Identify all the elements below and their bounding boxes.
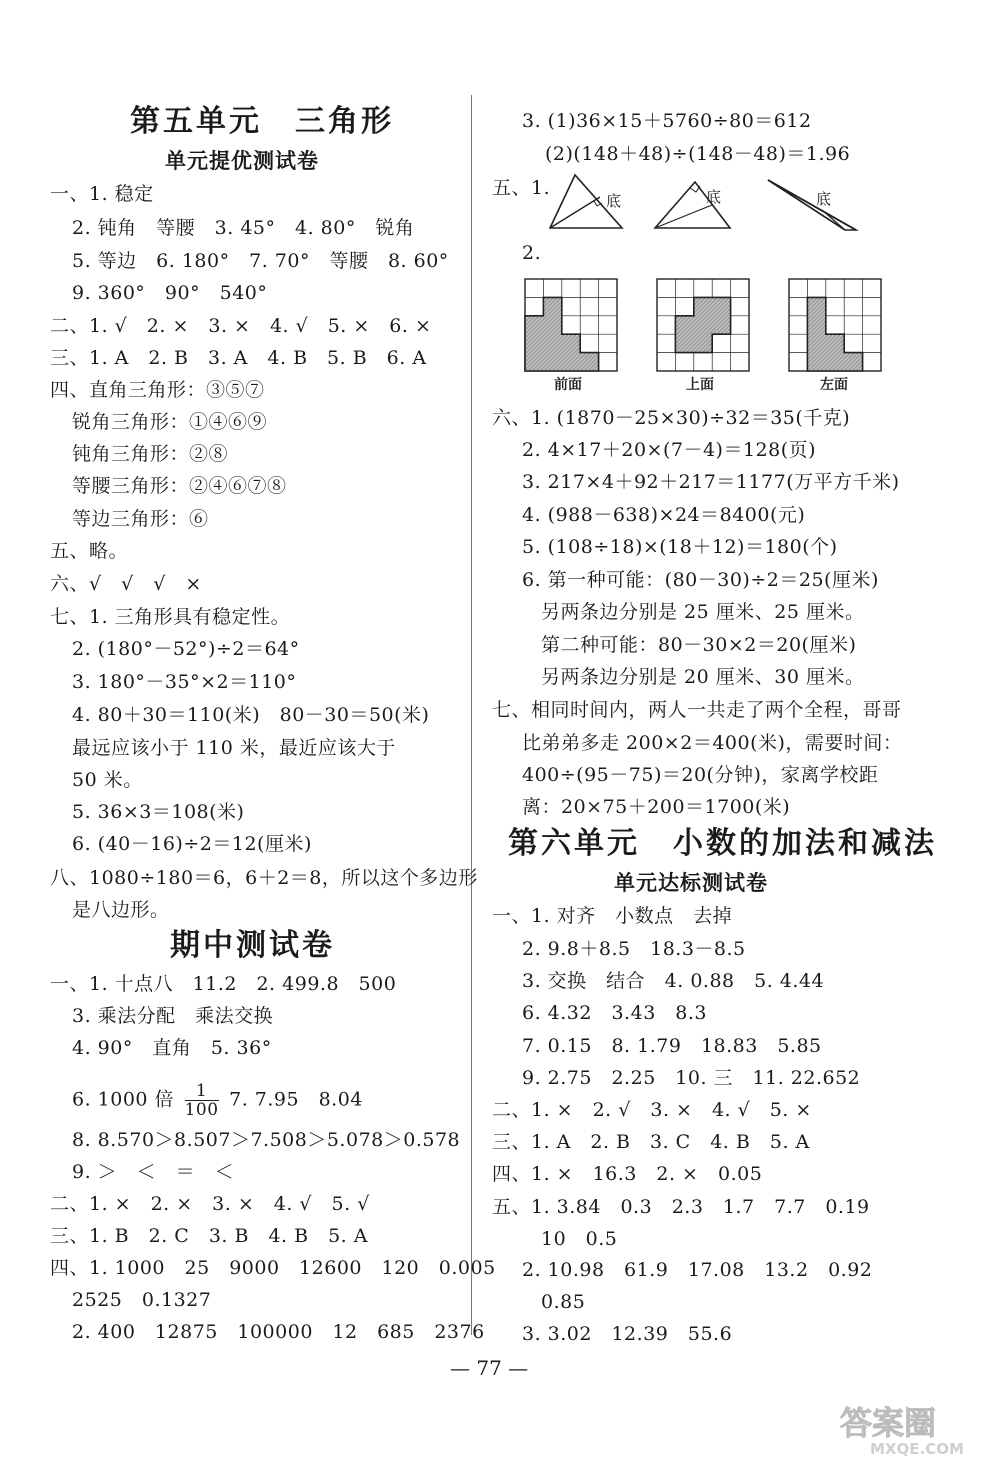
- answer-line: 4. (988－638)×24＝8400(元): [522, 504, 806, 526]
- answer-line: 是八边形。: [72, 899, 170, 921]
- answer-line: 7. 0.15 8. 1.79 18.83 5.85: [522, 1035, 822, 1057]
- answer-line: 400÷(95－75)＝20(分钟)，家离学校距: [522, 764, 879, 786]
- column-divider: [471, 95, 472, 1335]
- answer-line: 第二种可能：80－30×2＝20(厘米): [541, 634, 857, 656]
- answer-line-with-fraction: [72, 1082, 363, 1119]
- triangle-right: [655, 182, 730, 228]
- answer-line: 四、1. 1000 25 9000 12600 120 0.005: [50, 1257, 496, 1279]
- left-view-grid: [789, 279, 881, 393]
- top-view-grid: [657, 279, 749, 393]
- answer-line: 七、1. 三角形具有稳定性。: [50, 606, 291, 628]
- answer-line: 比弟弟多走 200×2＝400(米)，需要时间：: [522, 732, 903, 754]
- watermark-brand: 答案圈: [840, 1404, 937, 1442]
- answer-line: 2. 400 12875 100000 12 685 2376: [72, 1321, 485, 1343]
- answer-line: 3. 交换 结合 4. 0.88 5. 4.44: [522, 970, 825, 992]
- fraction-numerator: 1: [185, 1082, 219, 1101]
- answer-line: 4. 90° 直角 5. 36°: [72, 1037, 272, 1059]
- answer-line: 三、1. A 2. B 3. C 4. B 5. A: [492, 1131, 810, 1153]
- three-views-figure: [520, 275, 890, 395]
- answer-line: 8. 8.570＞8.507＞7.508＞5.078＞0.578: [72, 1129, 461, 1151]
- answer-line: 一、1. 十点八 11.2 2. 499.8 500: [50, 973, 397, 995]
- answer-text: 6. 1000 倍: [72, 1088, 175, 1111]
- answer-line: 50 米。: [72, 769, 143, 791]
- answer-line: 五、1. 3.84 0.3 2.3 1.7 7.7 0.19: [492, 1196, 870, 1218]
- answer-line: 八、1080÷180＝6，6＋2＝8，所以这个多边形: [50, 867, 478, 889]
- answer-text: 7. 7.95 8.04: [229, 1088, 363, 1111]
- page-number: — 77 —: [450, 1356, 529, 1380]
- answer-line: 等边三角形：⑥: [72, 508, 209, 530]
- answer-line: 五、略。: [50, 540, 129, 562]
- answer-line: 三、1. B 2. C 3. B 4. B 5. A: [50, 1225, 368, 1247]
- view-label-left: 左面: [820, 377, 848, 393]
- answer-line: 3. 乘法分配 乘法交换: [72, 1005, 274, 1027]
- triangle-acute: [550, 175, 622, 228]
- answer-line: 四、直角三角形：③⑤⑦: [50, 379, 265, 401]
- answer-line: 3. (1)36×15＋5760÷80＝612: [522, 110, 812, 132]
- answer-line: 9. ＞ ＜ ＝ ＜: [72, 1161, 235, 1183]
- answer-line: 6. (40－16)÷2＝12(厘米): [72, 833, 312, 855]
- watermark-logo: [836, 1400, 996, 1458]
- answer-line: 2. 9.8＋8.5 18.3－8.5: [522, 938, 746, 960]
- answer-line: 4. 80＋30＝110(米) 80－30＝50(米): [72, 704, 430, 726]
- answer-line: 2525 0.1327: [72, 1289, 212, 1311]
- answer-line: 2. 4×17＋20×(7－4)＝128(页): [522, 439, 817, 461]
- unit5-subtitle: 单元提优测试卷: [165, 149, 319, 173]
- answer-line: 钝角三角形：②⑧: [72, 443, 229, 465]
- unit5-title: 第五单元 三角形: [130, 104, 394, 139]
- answer-line: 2. (180°－52°)÷2＝64°: [72, 638, 300, 660]
- answer-line: 二、1. × 2. × 3. × 4. √ 5. √: [50, 1193, 370, 1215]
- fraction: [185, 1082, 219, 1119]
- answer-line: 最远应该小于 110 米，最近应该大于: [72, 737, 396, 759]
- answer-line: 5. 等边 6. 180° 7. 70° 等腰 8. 60°: [72, 250, 449, 272]
- answer-line: 一、1. 对齐 小数点 去掉: [492, 905, 733, 927]
- view-label-front: 前面: [554, 377, 582, 393]
- answer-line: 3. 3.02 12.39 55.6: [522, 1323, 733, 1345]
- answer-line: 另两条边分别是 25 厘米、25 厘米。: [541, 601, 865, 623]
- answer-line: 七、相同时间内，两人一共走了两个全程，哥哥: [492, 699, 902, 721]
- answer-line: 2. 钝角 等腰 3. 45° 4. 80° 锐角: [72, 217, 415, 239]
- answer-line: 0.85: [541, 1291, 586, 1313]
- answer-line: 六、1. (1870－25×30)÷32＝35(千克): [492, 407, 851, 429]
- answer-line: 10 0.5: [541, 1228, 618, 1250]
- answer-line: 6. 第一种可能：(80－30)÷2＝25(厘米): [522, 569, 879, 591]
- triangle-obtuse: [768, 180, 856, 230]
- answer-line: 二、1. × 2. √ 3. × 4. √ 5. ×: [492, 1099, 812, 1121]
- answer-line: 五、1.: [492, 177, 551, 199]
- answer-line: 六、√ √ √ ×: [50, 573, 202, 595]
- answer-line: 锐角三角形：①④⑥⑨: [72, 411, 268, 433]
- answer-line: 等腰三角形：②④⑥⑦⑧: [72, 475, 287, 497]
- front-view-grid: [525, 279, 617, 393]
- answer-line: 9. 360° 90° 540°: [72, 282, 268, 304]
- answer-line: 3. 217×4＋92＋217＝1177(万平方千米): [522, 471, 900, 493]
- answer-line: 5. (108÷18)×(18＋12)＝180(个): [522, 536, 838, 558]
- answer-line: 四、1. × 16.3 2. × 0.05: [492, 1163, 763, 1185]
- view-label-top: 上面: [686, 377, 714, 393]
- answer-line: 6. 4.32 3.43 8.3: [522, 1002, 707, 1024]
- answer-line: 2. 10.98 61.9 17.08 13.2 0.92: [522, 1259, 873, 1281]
- watermark-site: MXQE.COM: [870, 1440, 964, 1458]
- answer-line: (2)(148＋48)÷(148－48)＝1.96: [545, 143, 851, 165]
- answer-line: 一、1. 稳定: [50, 183, 154, 205]
- base-label: 底: [706, 188, 722, 206]
- answer-line: 9. 2.75 2.25 10. 三 11. 22.652: [522, 1067, 861, 1089]
- fraction-denominator: 100: [184, 1100, 219, 1120]
- base-label: 底: [816, 190, 832, 208]
- answer-line: 5. 36×3＝108(米): [72, 801, 245, 823]
- answer-line: 3. 180°－35°×2＝110°: [72, 671, 297, 693]
- answer-line: 离：20×75＋200＝1700(米): [522, 796, 791, 818]
- midterm-title: 期中测试卷: [170, 928, 335, 963]
- unit6-title: 第六单元 小数的加法和减法: [508, 826, 937, 861]
- answer-line: 另两条边分别是 20 厘米、30 厘米。: [541, 666, 865, 688]
- base-label: 底: [606, 192, 622, 210]
- answer-line: 三、1. A 2. B 3. A 4. B 5. B 6. A: [50, 347, 427, 369]
- answer-line: 2.: [522, 242, 542, 264]
- answer-line: 二、1. √ 2. × 3. × 4. √ 5. × 6. ×: [50, 315, 432, 337]
- unit6-subtitle: 单元达标测试卷: [614, 871, 768, 895]
- triangle-heights-figure: [540, 170, 870, 236]
